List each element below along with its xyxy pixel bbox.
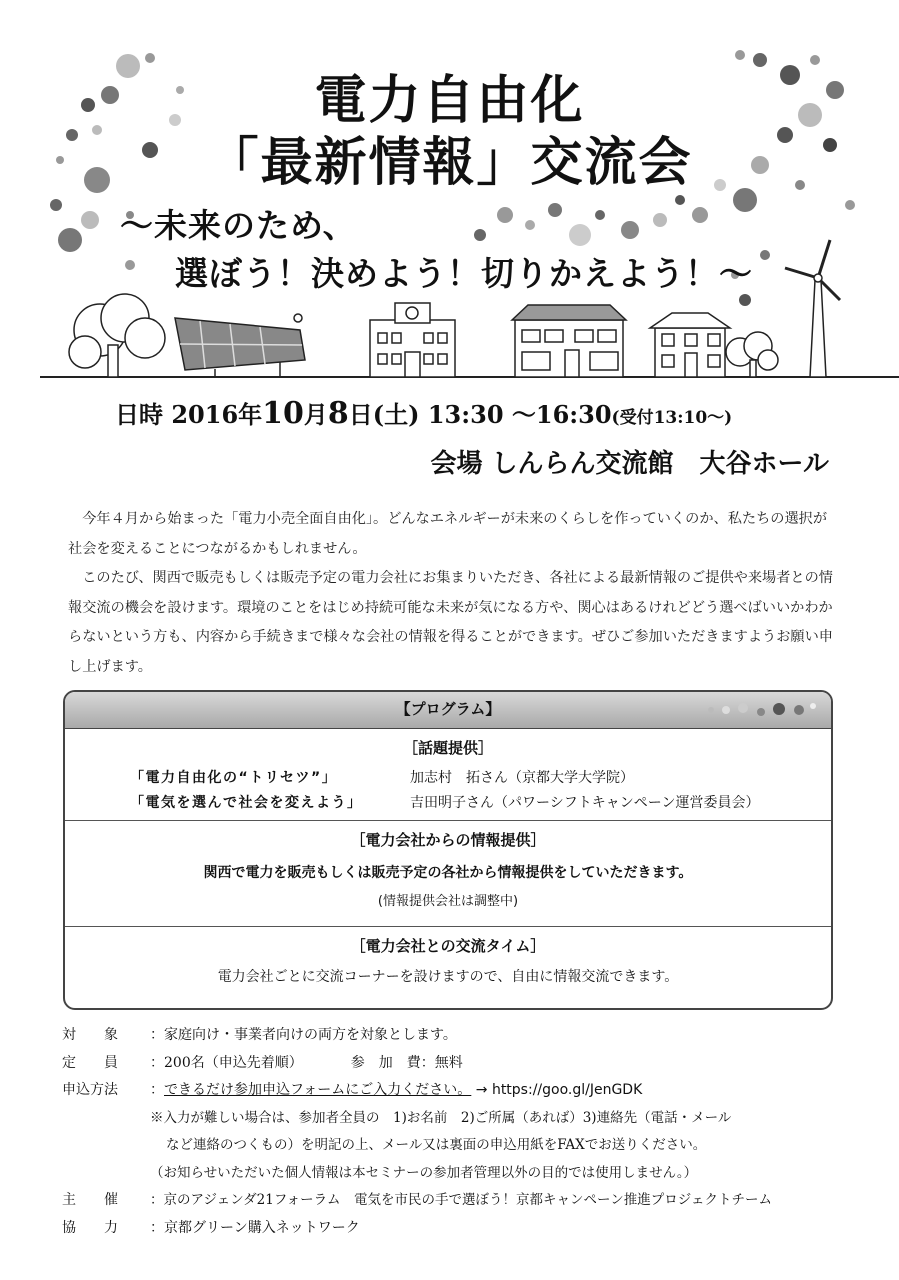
subtitle-line1: 〜未来のため、 (120, 206, 357, 245)
tree-illustration-left (69, 294, 165, 377)
detail-label: 協 力 (62, 1219, 118, 1236)
intro-paragraph-1: 今年４月から始まった「電力小売全面自由化」。どんなエネルギーが未来のくらしを作っていくのか、私たちの選択が社会を変えることにつながるかもしれません。 (68, 511, 828, 557)
detail-target (62, 1022, 862, 1050)
program-section-exchange (65, 927, 831, 1007)
apply-note-1: ※入力が難しい場合は、参加者全員の 1)お名前 2)ご所属（あれば）3)連絡先（電話・メール (150, 1109, 732, 1126)
building-illustration (370, 303, 455, 377)
detail-capacity (62, 1050, 862, 1078)
talk-speaker: 吉田明子さん（パワーシフトキャンペーン運営委員会） (410, 795, 760, 811)
tree-illustration-right (726, 332, 778, 377)
program-section-company-info (65, 821, 831, 927)
talk-item (130, 767, 634, 787)
detail-label: 申込方法 (62, 1082, 118, 1098)
event-weekday: (土) (372, 400, 420, 429)
detail-label: 対 象 (62, 1027, 118, 1043)
talk-item (130, 792, 759, 812)
month-unit: 月 (303, 400, 328, 429)
detail-value: ：京都グリーン購入ネットワーク (150, 1219, 360, 1236)
day-unit: 日 (348, 400, 373, 429)
apply-note-3: （お知らせいただいた個人情報は本セミナーの参加者管理以外の目的では使用しません。） (150, 1164, 698, 1181)
detail-value: ：200名（申込先着順） (150, 1054, 303, 1071)
solar-panel-illustration (175, 314, 305, 377)
section-note: (情報提供会社は調整中) (377, 894, 519, 909)
wind-turbine-illustration (785, 240, 840, 377)
section-text: 関西で電力を販売もしくは販売予定の各社から情報提供をしていただきます。 (203, 865, 693, 881)
talk-title: 「電力自由化の“トリセツ”」 (130, 770, 338, 786)
program-header (65, 692, 831, 729)
event-details (62, 1022, 862, 1242)
detail-apply: 申込方法 ：できるだけ参加申込フォームにご入力ください。 → https://goo.gl/JenGDK (62, 1077, 862, 1105)
apply-url[interactable]: → https://goo.gl/JenGDK (475, 1082, 643, 1098)
section-text: 電力会社ごとに交流コーナーを設けますので、自由に情報交流できます。 (217, 969, 679, 985)
apply-form-link[interactable]: できるだけ参加申込フォームにご入力ください。 (164, 1082, 472, 1098)
program-box (63, 690, 833, 1010)
detail-label: 定 員 (62, 1054, 118, 1071)
intro-paragraph-2: このたび、関西で販売もしくは販売予定の電力会社にお集まりいただき、各社による最新情報のご提供や来場者との情報交流の機会を設けます。環境のことをはじめ持続可能な未来が気になる方や、関心はあるけれどどう選べばいいかわからないという方も、内容から手続きまで様々な会社の情報を得ることができます。ぜひご参加いただきますようお願い申し上げます。 (68, 570, 833, 675)
event-venue: 会場 しんらん交流館 大谷ホール (430, 449, 829, 479)
house-illustration-1 (512, 305, 626, 377)
detail-value: ：京のアジェンダ21フォーラム 電気を市民の手で選ぼう！京都キャンペーン推進プロジェクトチーム (150, 1192, 772, 1208)
detail-host (62, 1187, 862, 1215)
header-banner (0, 0, 899, 380)
event-month: 10 (262, 396, 304, 431)
apply-note-2: など連絡のつくもの）を明記の上、メール又は裏面の申込用紙をFAXでお送りください。 (166, 1137, 707, 1153)
event-day: 8 (327, 396, 349, 431)
event-year: 2016年 (171, 400, 263, 429)
talk-speaker: 加志村 拓さん（京都大学大学院） (410, 770, 634, 786)
program-title: 【プログラム】 (395, 700, 501, 718)
section-title-topics: ［話題提供］ (402, 739, 493, 757)
house-illustration-2 (650, 313, 730, 377)
intro-text (68, 505, 838, 682)
reception-time: (受付13:10〜) (611, 408, 733, 428)
date-label: 日時 (115, 400, 163, 429)
section-title-exchange: ［電力会社との交流タイム］ (350, 937, 546, 955)
detail-fee: 参 加 費：無料 (350, 1054, 463, 1071)
main-title-line1: 電力自由化 (314, 71, 585, 131)
main-title-line2: 「最新情報」交流会 (206, 133, 693, 193)
program-section-topics (65, 729, 831, 821)
detail-label: 主 催 (62, 1192, 118, 1208)
dots-decoration (701, 698, 821, 722)
talk-title: 「電気を選んで社会を変えよう」 (130, 795, 363, 811)
subtitle-line2: 選ぼう！決めよう！切りかえよう！〜 (175, 254, 753, 293)
section-title-company-info: ［電力会社からの情報提供］ (350, 831, 546, 849)
detail-value: ：家庭向け・事業者向けの両方を対象とします。 (150, 1027, 457, 1043)
event-datetime (115, 395, 855, 431)
event-time: 13:30 〜16:30 (427, 400, 612, 429)
detail-cooperation (62, 1215, 862, 1243)
